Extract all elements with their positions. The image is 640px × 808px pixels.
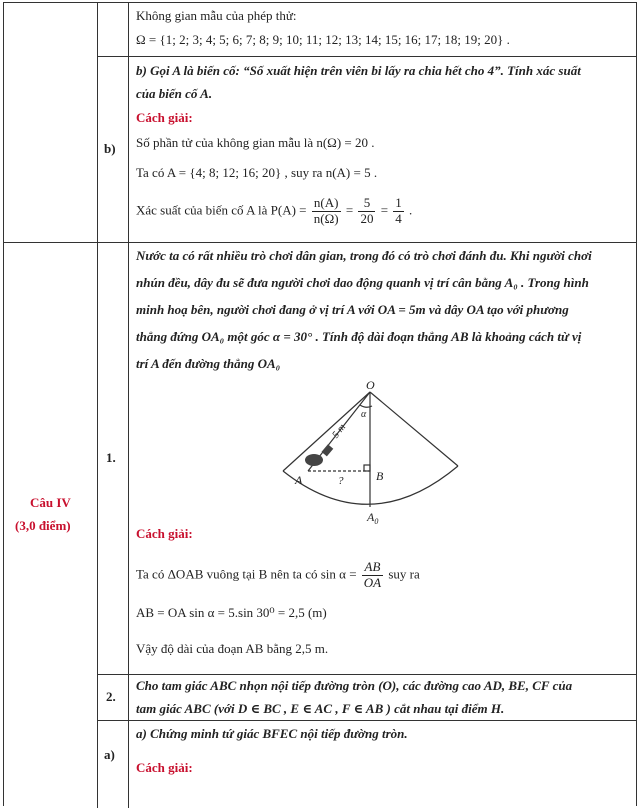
fraction-5-20: $\frac{5}{20}$ (360, 195, 374, 226)
fraction-1-4: $\frac{1}{4}$ (395, 195, 402, 226)
problem-line3: minh hoạ bên, người chơi đang ở vị trí A với OA = 5m và dây OA tạo với phương (136, 302, 569, 317)
part-a-question: a) Chứng minh tứ giác BFEC nội tiếp đường tròn. (136, 726, 408, 741)
col-divider-1 (97, 2, 98, 808)
item-1-solution-line1: Ta có ΔOAB vuông tại B nên ta có sin α = $\frac{AB}{OA}$ suy ra (136, 559, 420, 590)
problem-line1: Nước ta có rất nhiều trò chơi dân gian, trong đó có trò chơi đánh đu. Khi người chơi (136, 248, 592, 263)
label-O: O (366, 378, 375, 392)
label-B: B (376, 469, 384, 483)
problem-line2: nhún đều, dây đu sẽ đưa người chơi dao động quanh vị trí cân bằng A₀ . Trong hình (136, 275, 589, 290)
part-a-label: a) (104, 747, 115, 762)
label-rope: 5 m (330, 422, 349, 441)
part-b-label: b) (104, 141, 116, 156)
part-b-line2: Ta có A = {4; 8; 12; 16; 20} , suy ra n(A) = 5 . (136, 165, 378, 180)
question-points: (3,0 điểm) (15, 518, 71, 533)
item-1-solution-line3: Vậy độ dài của đoạn AB bằng 2,5 m. (136, 641, 329, 656)
problem-line5: trí A đến đường thẳng OA₀ (136, 356, 281, 371)
fraction-nA-nOmega: $\frac{n(A)}{n(\Omega)}$ (313, 195, 339, 226)
question-title: Câu IV (30, 495, 71, 510)
sample-space-intro: Không gian mẫu của phép thử: (136, 8, 297, 23)
row-divider-1 (97, 56, 637, 57)
row-divider-2 (3, 242, 637, 243)
label-question: ? (338, 475, 344, 487)
row-divider-4 (97, 720, 637, 721)
fraction-AB-OA: $\frac{AB}{OA}$ (363, 559, 382, 590)
part-b-solution-label: Cách giải: (136, 110, 193, 125)
item-2-line2: tam giác ABC (với D ∈ BC , E ∈ AC , F ∈ AB ) cắt nhau tại điểm H. (136, 701, 505, 716)
part-a-solution-label: Cách giải: (136, 760, 193, 775)
part-b-question-line2: của biến cố A. (136, 86, 213, 101)
part-b-line3: Xác suất của biến cố A là P(A) = $\frac{n(A)}{n(\Omega)}$ = $\frac{5}{20}$ = $\frac{1}{4}$ . (136, 195, 413, 226)
col-divider-2 (128, 2, 129, 808)
item-2-label: 2. (106, 689, 116, 704)
item-1-solution-label: Cách giải: (136, 526, 193, 541)
problem-line4: thẳng đứng OA₀ một góc α = 30° . Tính độ dài đoạn thẳng AB là khoảng cách từ vị (136, 329, 582, 344)
item-1-label: 1. (106, 450, 116, 465)
part-b-question-line1: b) Gọi A là biến cố: “Số xuất hiện trên viên bi lấy ra chia hết cho 4”. Tính xác suất (136, 63, 581, 78)
part-b-line1: Số phần tử của không gian mẫu là n(Ω) = 20 . (136, 135, 375, 150)
label-A: A (295, 473, 303, 487)
item-2-line1: Cho tam giác ABC nhọn nội tiếp đường tròn (O), các đường cao AD, BE, CF của (136, 678, 573, 693)
label-alpha: α (361, 409, 367, 420)
sample-space-set: Ω = {1; 2; 3; 4; 5; 6; 7; 8; 9; 10; 11; 12; 13; 14; 15; 16; 17; 18; 19; 20} . (136, 32, 510, 47)
row-divider-3 (97, 674, 637, 675)
item-1-solution-line2: AB = OA sin α = 5.sin 30⁰ = 2,5 (m) (136, 605, 327, 620)
label-A0: $A_0$ (367, 510, 379, 526)
probability-prefix: Xác suất của biến cố A là P(A) = (136, 202, 307, 218)
